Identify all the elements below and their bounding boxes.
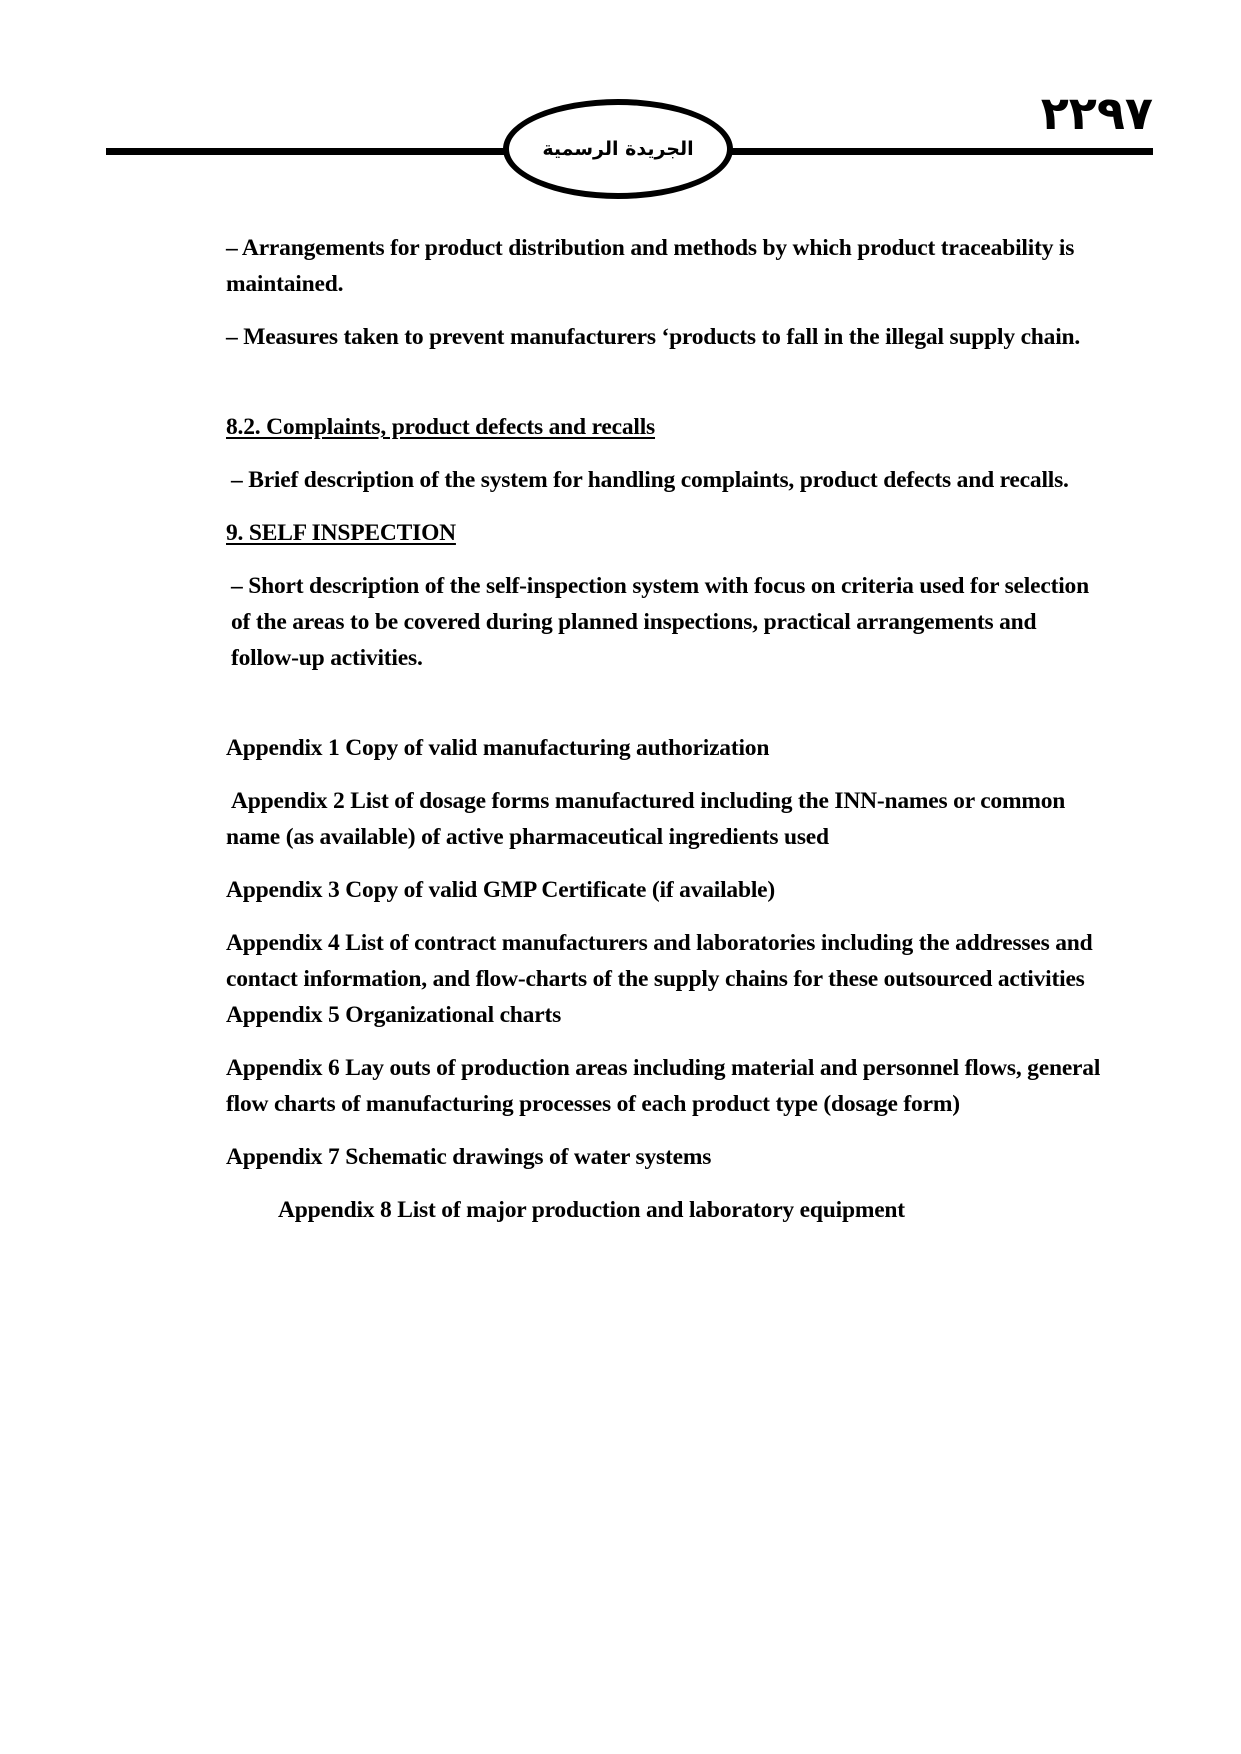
appendix-6: Appendix 6 Lay outs of production areas including material and personnel flows, general flow charts of manufacturing processes of each product type (dosage form): [226, 1055, 1101, 1117]
bullet-complaints-system: – Brief description of the system for handling complaints, product defects and recalls.: [231, 467, 1069, 493]
bullet-self-inspection-system: – Short description of the self-inspection system with focus on criteria used for selection of the areas to be covered during planned inspections, practical arrangements and follow-up activities.: [231, 573, 1089, 671]
appendix-1: Appendix 1 Copy of valid manufacturing authorization: [226, 735, 770, 761]
document-body: [226, 230, 1106, 1245]
section-heading-complaints: 8.2. Complaints, product defects and recalls: [226, 414, 656, 440]
section-heading-self-inspection: 9. SELF INSPECTION: [226, 520, 456, 546]
bullet-illegal-supply-chain: – Measures taken to prevent manufacturers ‘products to fall in the illegal supply chain.: [226, 324, 1081, 350]
appendix-7: Appendix 7 Schematic drawings of water systems: [226, 1144, 712, 1170]
gazette-name: الجريدة الرسمية: [542, 137, 694, 160]
appendix-4-5: Appendix 4 List of contract manufacturers and laboratories including the addresses and contact information, and flow-charts of the supply chains for these outsourced activities Appendix 5 Organizational charts: [226, 930, 1093, 1028]
gazette-oval-emblem: [503, 99, 733, 199]
appendix-8: Appendix 8 List of major production and laboratory equipment: [278, 1197, 905, 1223]
page-number: ٢٢٩٧: [1040, 86, 1153, 140]
appendix-2-text: Appendix 2 List of dosage forms manufactured including the INN-names or common name (as available) of active pharmaceutical ingredients used: [226, 788, 1066, 850]
bullet-distribution-arrangements: – Arrangements for product distribution and methods by which product traceability is maintained.: [226, 235, 1075, 297]
appendix-3: Appendix 3 Copy of valid GMP Certificate (if available): [226, 877, 776, 903]
appendix-2: [226, 783, 1106, 855]
